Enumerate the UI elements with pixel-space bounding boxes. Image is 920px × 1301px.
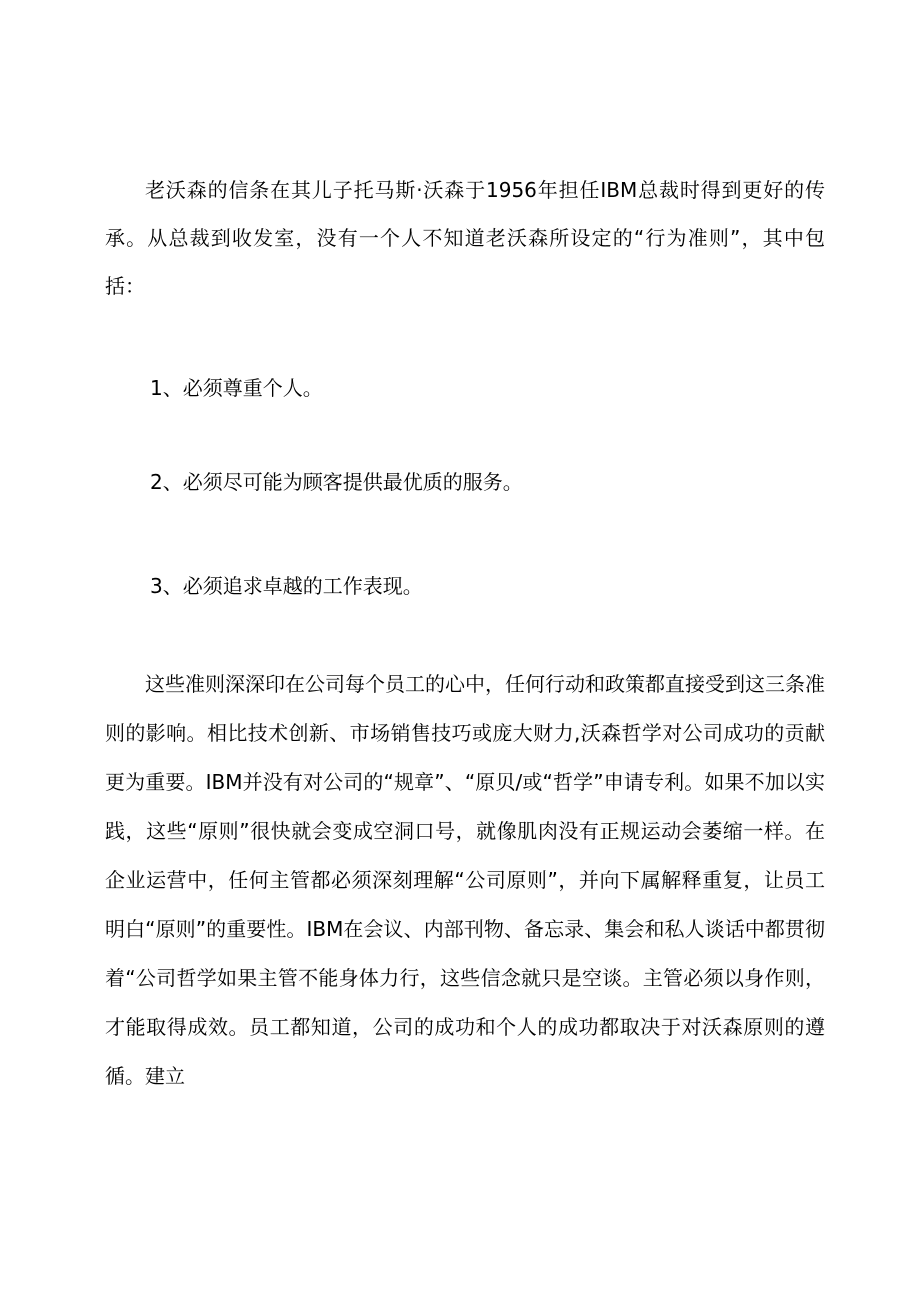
body-paragraph: 这些准则深深印在公司每个员工的心中，任何行动和政策都直接受到这三条准则的影响。相比技术创新、市场销售技巧或庞大财力,沃森哲学对公司成功的贡献更为重要。IBM并没有对公司的“规章”、“原贝/或“哲学”申请专利。如果不加以实践，这些“原则”很快就会变成空洞口号，就像肌肉没有正规运动会萎缩一样。在企业运营中，任何主管都必须深刻理解“公司原则”，并向下属解释重复，让员工明白“原则”的重要性。IBM在会议、内部刊物、备忘录、集会和私人谈话中都贯彻着“公司哲学如果主管不能身体力行，这些信念就只是空谈。主管必须以身作则，才能取得成效。员工都知道，公司的成功和个人的成功都取决于对沃森原则的遵循。建立 xyxy=(105,672,825,1088)
rule-item-2: 2、必须尽可能为顾客提供最优质的服务。 xyxy=(150,470,523,494)
intro-paragraph: 老沃森的信条在其儿子托马斯·沃森于1956年担任IBM总裁时得到更好的传承。从总裁到收发室，没有一个人不知道老沃森所设定的“行为准则”，其中包括： xyxy=(105,178,825,298)
rule-item-1: 1、必须尊重个人。 xyxy=(150,376,323,400)
rule-item-3: 3、必须追求卓越的工作表现。 xyxy=(150,574,423,598)
